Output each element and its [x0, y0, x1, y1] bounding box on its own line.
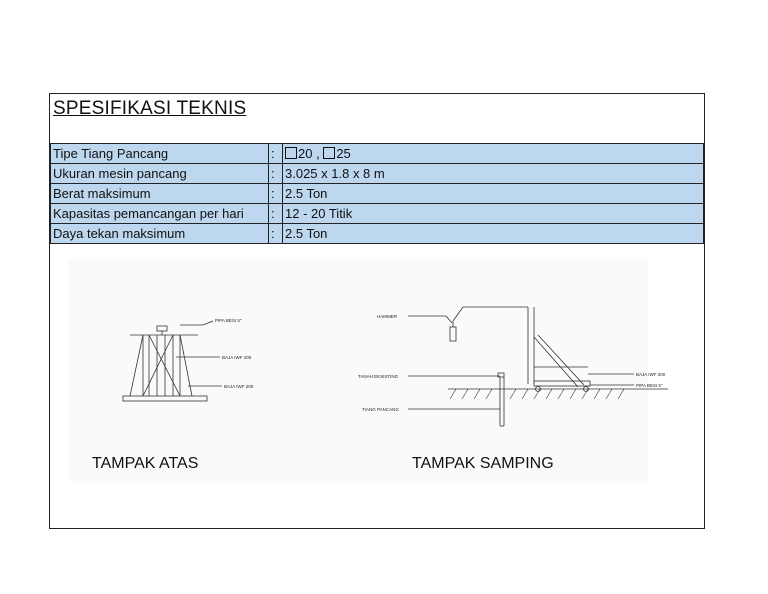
- spec-table: [50, 143, 704, 244]
- spec-label: Daya tekan maksimum: [51, 224, 269, 244]
- label-baja-iwf: BAJA IWF 200: [224, 384, 254, 389]
- spec-value-part: 25: [336, 146, 351, 161]
- spec-separator: :: [269, 184, 283, 204]
- spec-label: Berat maksimum: [51, 184, 269, 204]
- spec-separator: :: [269, 164, 283, 184]
- spec-value: 2.5 Ton: [283, 224, 704, 244]
- spec-value: 3.025 x 1.8 x 8 m: [283, 164, 704, 184]
- base-beam: [123, 396, 207, 401]
- label-pipa-besi: PIPA BESI 5": [636, 383, 663, 388]
- spec-value: 12 - 20 Titik: [283, 204, 704, 224]
- hammer-icon: [450, 327, 456, 341]
- square-icon: [323, 147, 335, 159]
- label-hammer: HAMMER: [377, 314, 397, 319]
- spec-value: 2.5 Ton: [283, 184, 704, 204]
- spec-separator: :: [269, 224, 283, 244]
- spec-sheet-frame: [49, 93, 705, 529]
- table-row: [51, 144, 704, 164]
- spec-value: [283, 144, 704, 164]
- label-baja-iwf: BAJA IWF 200: [636, 372, 666, 377]
- label-pipa-besi: PIPA BESI 5": [215, 318, 242, 323]
- top-cap: [157, 326, 167, 331]
- document-title: SPESIFIKASI TEKNIS: [53, 98, 247, 119]
- caption-tampak-atas: TAMPAK ATAS: [92, 455, 199, 472]
- base-beam-side: [534, 381, 590, 386]
- square-icon: [285, 147, 297, 159]
- table-row: [51, 164, 704, 184]
- table-row: [51, 204, 704, 224]
- spec-label: Kapasitas pemancangan per hari: [51, 204, 269, 224]
- spec-separator: :: [269, 204, 283, 224]
- spec-separator: :: [269, 144, 283, 164]
- spec-label: Ukuran mesin pancang: [51, 164, 269, 184]
- label-tanah-eksisting: TANAH EKSISTING: [358, 374, 399, 379]
- table-row: [51, 184, 704, 204]
- spec-value-part: 20 ,: [298, 146, 320, 161]
- technical-drawing-svg: [68, 259, 666, 481]
- label-baja-iwf: BAJA IWF 200: [222, 355, 252, 360]
- caption-tampak-samping: TAMPAK SAMPING: [412, 455, 554, 472]
- spec-label: Tipe Tiang Pancang: [51, 144, 269, 164]
- table-row: [51, 224, 704, 244]
- label-tiang-pancang: TIANG PANCANG: [362, 407, 399, 412]
- top-view-drawing: [123, 321, 222, 401]
- side-view-drawing: [408, 307, 668, 426]
- technical-drawing: [68, 259, 666, 481]
